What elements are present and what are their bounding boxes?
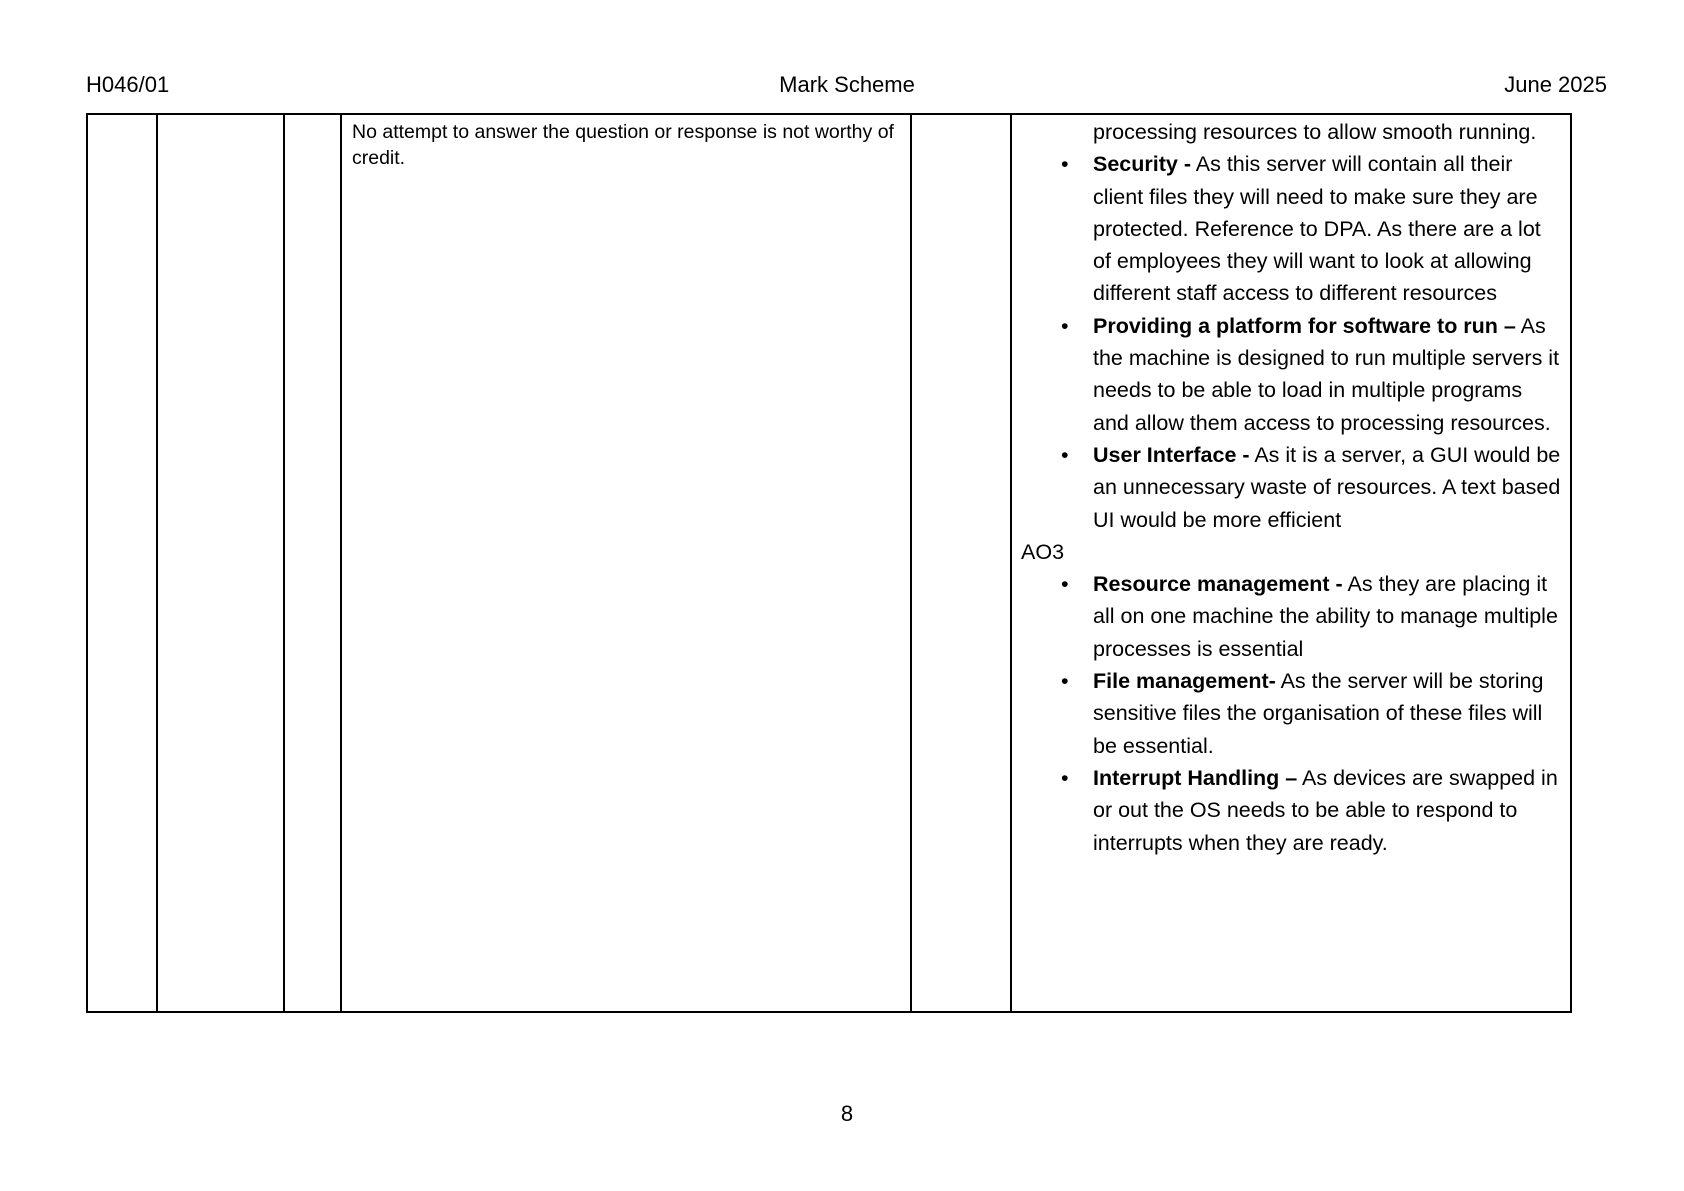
answer-point-heading: User Interface -: [1093, 442, 1250, 467]
answer-point-text: As the machine is designed to run multiple servers it needs to be able to load in multiple programs and allow them access to processing resources.: [1093, 313, 1560, 435]
column-divider: [1010, 115, 1012, 1011]
mark-scheme-table: [86, 113, 1572, 1013]
answer-point-heading: Interrupt Handling –: [1093, 765, 1298, 790]
answer-point: [1021, 665, 1561, 762]
answer-point: [1021, 310, 1561, 439]
answer-point-text: As it is a server, a GUI would be an unnecessary waste of resources. A text based UI would be more efficient: [1093, 442, 1561, 532]
bullet-icon: •: [1061, 765, 1069, 790]
answer-point: [1021, 148, 1561, 309]
answer-cell: [1021, 116, 1561, 859]
answer-point: [1021, 568, 1561, 665]
column-divider: [340, 115, 342, 1011]
answer-point-text: As they are placing it all on one machine the ability to manage multiple processes is essential: [1093, 572, 1558, 661]
answer-point: [1021, 762, 1561, 859]
page-number: 8: [840, 1101, 854, 1126]
column-divider: [283, 115, 285, 1011]
column-divider: [910, 115, 912, 1011]
bullet-icon: •: [1061, 442, 1069, 467]
answer-point-text: As devices are swapped in or out the OS needs to be able to respond to interrupts when they are ready.: [1093, 765, 1558, 855]
answer-point-heading: File management-: [1093, 669, 1276, 694]
bullet-icon: •: [1061, 572, 1069, 597]
bullet-icon: •: [1061, 669, 1069, 694]
column-divider: [156, 115, 158, 1011]
assessment-objective-label: AO3: [1021, 539, 1065, 564]
answer-continuation: processing resources to allow smooth running.: [1093, 120, 1537, 144]
document-date: June 2025: [1504, 72, 1607, 97]
answer-point-text: As this server will contain all their client files they will need to make sure they are protected. Reference to DPA. As there are a lot of employees they will want to look at allowing different staff access to different resources: [1093, 152, 1541, 306]
bullet-icon: •: [1061, 313, 1069, 338]
answer-point-heading: Security -: [1093, 152, 1191, 177]
document-code: H046/01: [86, 72, 170, 97]
guidance-cell: No attempt to answer the question or response is not worthy of credit.: [352, 121, 894, 169]
answer-point-heading: Providing a platform for software to run –: [1093, 313, 1516, 338]
answer-point-text: As the server will be storing sensitive files the organisation of these files will be essential.: [1093, 669, 1544, 758]
answer-point: [1021, 439, 1561, 536]
document-title: Mark Scheme: [779, 72, 915, 97]
bullet-icon: •: [1061, 152, 1069, 177]
answer-point-heading: Resource management -: [1093, 572, 1343, 597]
